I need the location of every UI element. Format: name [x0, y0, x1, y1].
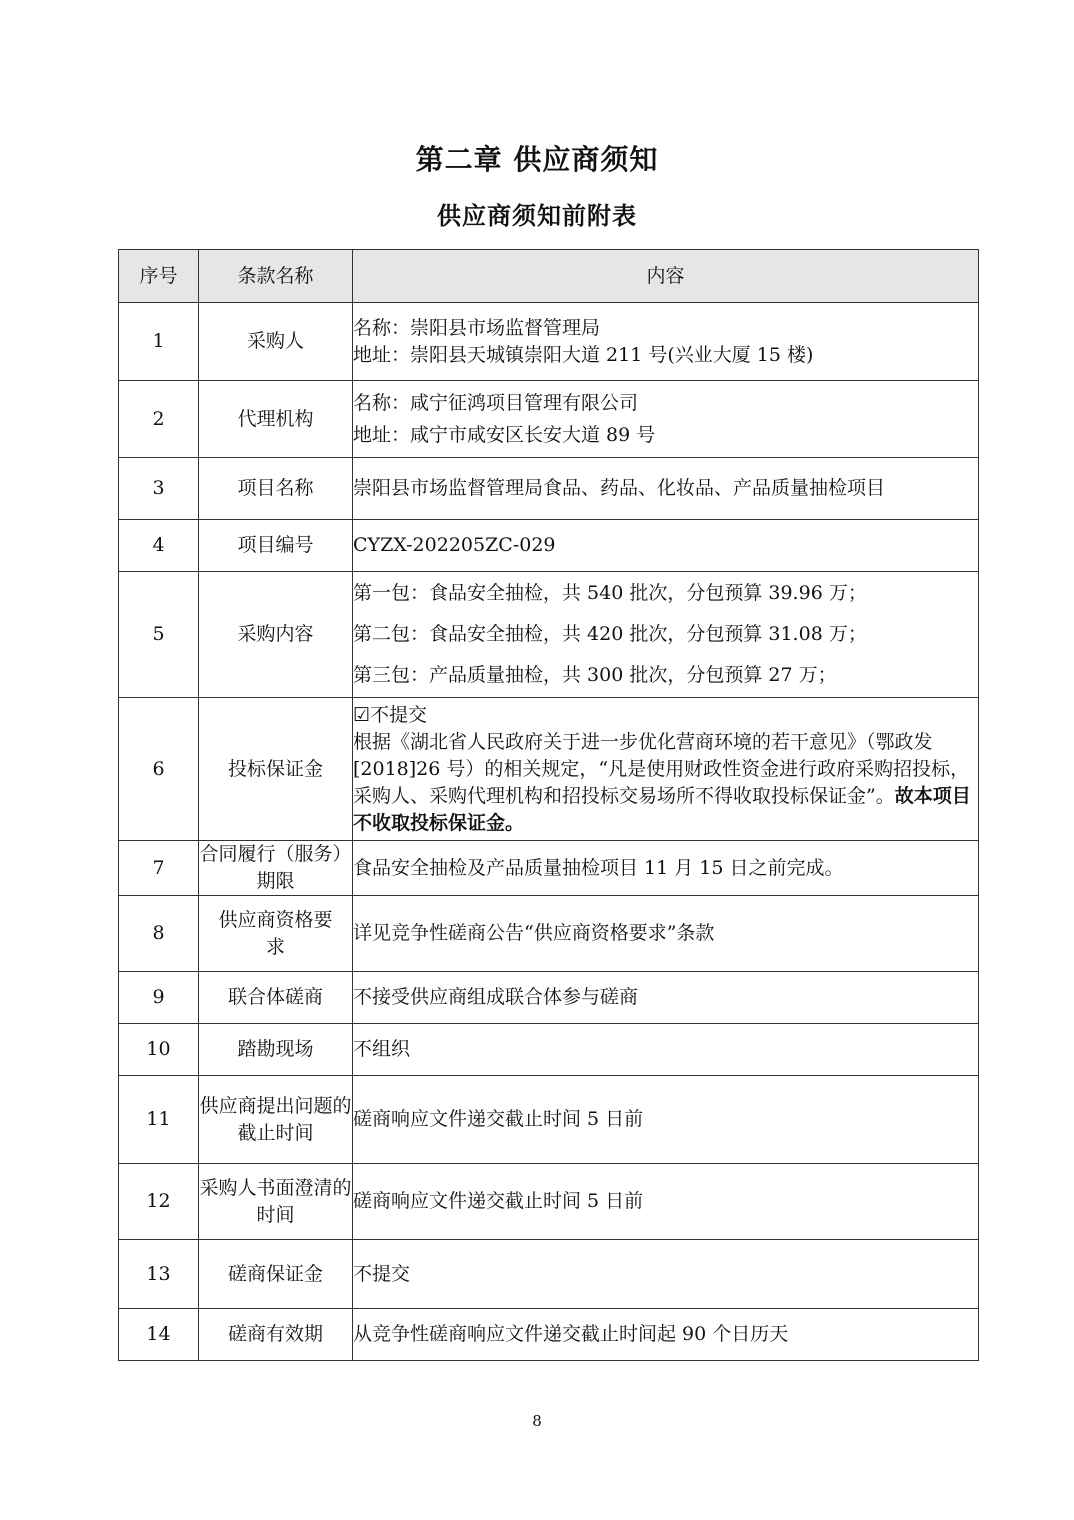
content-line: 地址：咸宁市咸安区长安大道 89 号: [353, 424, 656, 446]
clause-name: 项目编号: [199, 520, 353, 572]
table-row: [119, 1076, 979, 1164]
clause-content: [353, 381, 979, 458]
content-line: 磋商响应文件递交截止时间 5 日前: [353, 1108, 644, 1130]
table-title: 供应商须知前附表: [437, 202, 637, 230]
checkbox-checked-label: ☑不提交: [353, 703, 428, 726]
table-row: [119, 1240, 979, 1309]
clause-content: [353, 458, 979, 520]
supplier-notice-table: [118, 249, 979, 1361]
clause-content: [353, 1240, 979, 1309]
content-line: 第二包：食品安全抽检，共 420 批次，分包预算 31.08 万；: [353, 623, 867, 645]
clause-name: 采购人: [199, 303, 353, 381]
header-name: 条款名称: [199, 250, 353, 303]
row-number: 6: [119, 698, 199, 841]
clause-name: 采购内容: [199, 572, 353, 698]
row-number: 1: [119, 303, 199, 381]
table-row: [119, 896, 979, 972]
table-row: [119, 841, 979, 896]
page-number: 8: [532, 1412, 542, 1430]
content-line: 不组织: [353, 1038, 411, 1060]
deposit-conclusion-text: 故本项目不收取投标保证金。: [353, 784, 971, 834]
table-row: [119, 972, 979, 1024]
clause-content: [353, 896, 979, 972]
content-line: CYZX-202205ZC-029: [353, 534, 556, 556]
clause-content: [353, 972, 979, 1024]
row-number: 2: [119, 381, 199, 458]
content-line: 从竞争性磋商响应文件递交截止时间起 90 个日历天: [353, 1323, 789, 1345]
row-number: 8: [119, 896, 199, 972]
content-line: 食品安全抽检及产品质量抽检项目 11 月 15 日之前完成。: [353, 856, 844, 879]
table-row: [119, 698, 979, 841]
clause-name: 磋商保证金: [199, 1240, 353, 1309]
clause-name: 合同履行（服务）期限: [199, 841, 353, 896]
clause-content: [353, 698, 979, 841]
deposit-regulation-text: 根据《湖北省人民政府关于进一步优化营商环境的若干意见》（鄂政发[2018]26 号）的相关规定，“凡是使用财政性资金进行政府采购招投标，采购人、采购代理机构和招投标交易场所不得收取投标保证金”。: [353, 730, 970, 807]
row-number: 14: [119, 1309, 199, 1361]
table-row: [119, 303, 979, 381]
table-row: [119, 1024, 979, 1076]
clause-content: [353, 841, 979, 896]
clause-content: [353, 520, 979, 572]
content-line: 名称：咸宁征鸿项目管理有限公司: [353, 392, 639, 414]
table-row: [119, 572, 979, 698]
table-row: [119, 1164, 979, 1240]
content-line: 崇阳县市场监督管理局食品、药品、化妆品、产品质量抽检项目: [353, 477, 886, 499]
clause-name: 采购人书面澄清的时间: [199, 1164, 353, 1240]
clause-name: 供应商资格要求: [199, 896, 353, 972]
content-line: 地址：崇阳县天城镇崇阳大道 211 号(兴业大厦 15 楼): [353, 343, 814, 366]
row-number: 13: [119, 1240, 199, 1309]
content-line: 不接受供应商组成联合体参与磋商: [353, 986, 639, 1008]
row-number: 5: [119, 572, 199, 698]
row-number: 7: [119, 841, 199, 896]
content-line: 详见竞争性磋商公告“供应商资格要求”条款: [353, 922, 715, 944]
content-line: 第三包：产品质量抽检，共 300 批次，分包预算 27 万；: [353, 664, 837, 686]
row-number: 12: [119, 1164, 199, 1240]
header-content: 内容: [353, 250, 979, 303]
row-number: 9: [119, 972, 199, 1024]
row-number: 3: [119, 458, 199, 520]
clause-name: 项目名称: [199, 458, 353, 520]
clause-name: 投标保证金: [199, 698, 353, 841]
clause-name: 联合体磋商: [199, 972, 353, 1024]
clause-content: [353, 303, 979, 381]
clause-name: 代理机构: [199, 381, 353, 458]
content-line: 磋商响应文件递交截止时间 5 日前: [353, 1190, 644, 1212]
table-header-row: [119, 250, 979, 303]
chapter-title: 第二章 供应商须知: [415, 143, 659, 176]
clause-content: [353, 1164, 979, 1240]
content-line: 不提交: [353, 1262, 411, 1285]
clause-content: [353, 1076, 979, 1164]
clause-name: 磋商有效期: [199, 1309, 353, 1361]
table-row: [119, 381, 979, 458]
content-line: 名称：崇阳县市场监督管理局: [353, 316, 601, 339]
row-number: 11: [119, 1076, 199, 1164]
clause-content: [353, 1309, 979, 1361]
clause-name: 供应商提出问题的截止时间: [199, 1076, 353, 1164]
row-number: 4: [119, 520, 199, 572]
table-row: [119, 458, 979, 520]
table-row: [119, 1309, 979, 1361]
clause-content: [353, 572, 979, 698]
content-line: 第一包：食品安全抽检，共 540 批次，分包预算 39.96 万；: [353, 582, 867, 604]
header-num: 序号: [119, 250, 199, 303]
clause-name: 踏勘现场: [199, 1024, 353, 1076]
row-number: 10: [119, 1024, 199, 1076]
clause-content: [353, 1024, 979, 1076]
table-row: [119, 520, 979, 572]
